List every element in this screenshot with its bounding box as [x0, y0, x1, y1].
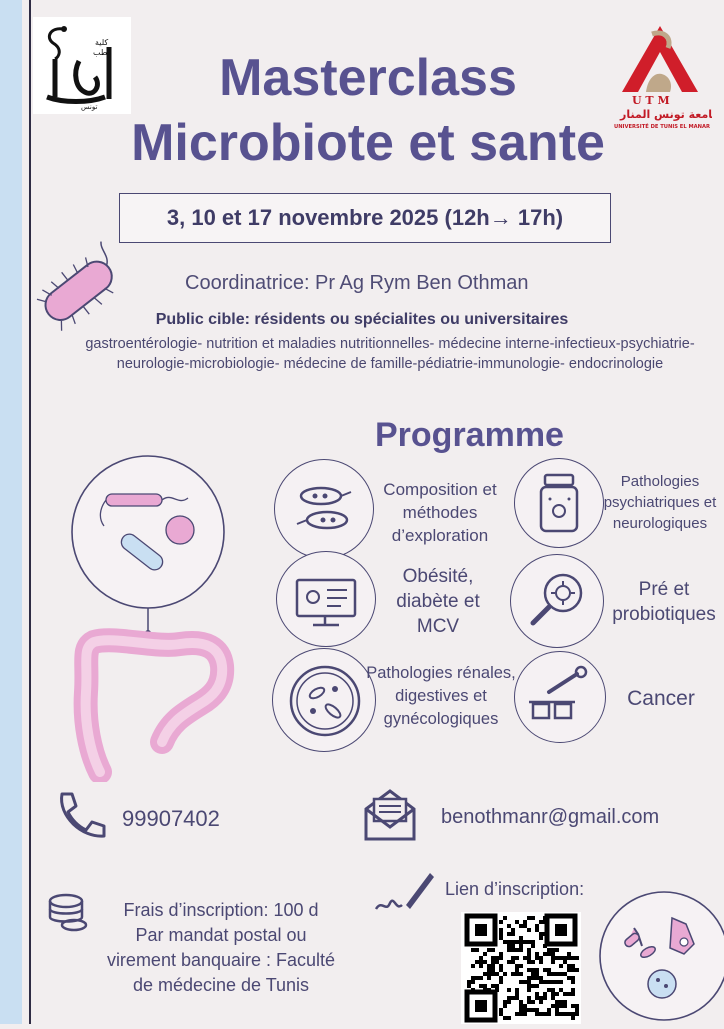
programme-label-obesite: Obésité, diabète et MCV — [396, 566, 480, 637]
programme-label-psychiatrie: Pathologies psychiatriques et neurologiques — [603, 473, 717, 532]
microbes-circle-illustration — [598, 888, 724, 1024]
programme-item-renales — [272, 648, 376, 752]
programme-item-probiotiques — [510, 554, 604, 648]
registration-fees — [90, 898, 352, 998]
programme-heading: Programme — [375, 416, 564, 454]
logo-right-letters: U T M — [632, 94, 670, 107]
coordinator: Coordinatrice: Pr Ag Rym Ben Othman — [185, 272, 529, 294]
bacteria-icon — [275, 460, 375, 560]
programme-item-composition — [274, 459, 374, 559]
fees-line-4: de médecine de Tunis — [132, 975, 310, 995]
title-line-1: Masterclass — [219, 49, 517, 107]
programme-label-renales: Pathologies rénales, digestives et gynécologiques — [366, 664, 516, 728]
specialties-list: gastroentérologie- nutrition et maladies nutritionnelles- médecine interne-infectieux-psychiatrie-neurologie-microbiologie- médecine de famille-pédiatrie-immunologie- endocrinologie — [85, 336, 695, 372]
qr-code[interactable] — [461, 912, 581, 1024]
mail-icon — [362, 787, 418, 843]
fees-line-3: virement banquaire : Faculté — [106, 950, 336, 970]
logo-right-arabic: جامعة تونس المنار — [620, 108, 712, 121]
event-date: 3, 10 et 17 novembre 2025 (12h→ 17h) — [166, 205, 564, 230]
programme-label-composition: Composition et méthodes d’exploration — [383, 480, 497, 545]
target-audience: Public cible: résidents ou spécialites ou universitaires — [155, 311, 569, 328]
petri-dish-icon — [273, 649, 377, 753]
phone-icon — [52, 790, 108, 840]
phone-number[interactable]: 99907402 — [122, 806, 220, 831]
programme-item-psychiatrie — [514, 458, 604, 548]
logo-right-fr: UNIVERSITÉ DE TUNIS EL MANAR — [614, 124, 710, 130]
probiotic-jar-icon — [515, 459, 605, 549]
coins-icon — [46, 893, 90, 935]
signature-pen-icon — [372, 869, 436, 919]
svg-text:كلية: كلية — [95, 38, 109, 47]
date-box — [119, 193, 611, 243]
gut-microbiome-illustration — [60, 452, 240, 782]
email-address[interactable]: benothmanr@gmail.com — [441, 806, 660, 828]
monitor-icon — [277, 552, 377, 648]
fees-line-1: Frais d’inscription: 100 d — [123, 900, 319, 920]
programme-label-probiotiques: Pré et probiotiques — [612, 579, 716, 625]
fees-line-2: Par mandat postal ou — [135, 925, 307, 945]
svg-text:تونس: تونس — [81, 103, 98, 111]
programme-item-obesite — [276, 551, 376, 647]
registration-link-label: Lien d’inscription: — [445, 879, 585, 899]
pipette-icon — [515, 652, 607, 744]
programme-label-cancer: Cancer — [627, 687, 695, 710]
title-line-2: Microbiote et sante — [131, 114, 605, 172]
magnifier-virus-icon — [511, 555, 605, 649]
programme-item-cancer — [514, 651, 606, 743]
svg-text:الطب: الطب — [93, 48, 113, 57]
